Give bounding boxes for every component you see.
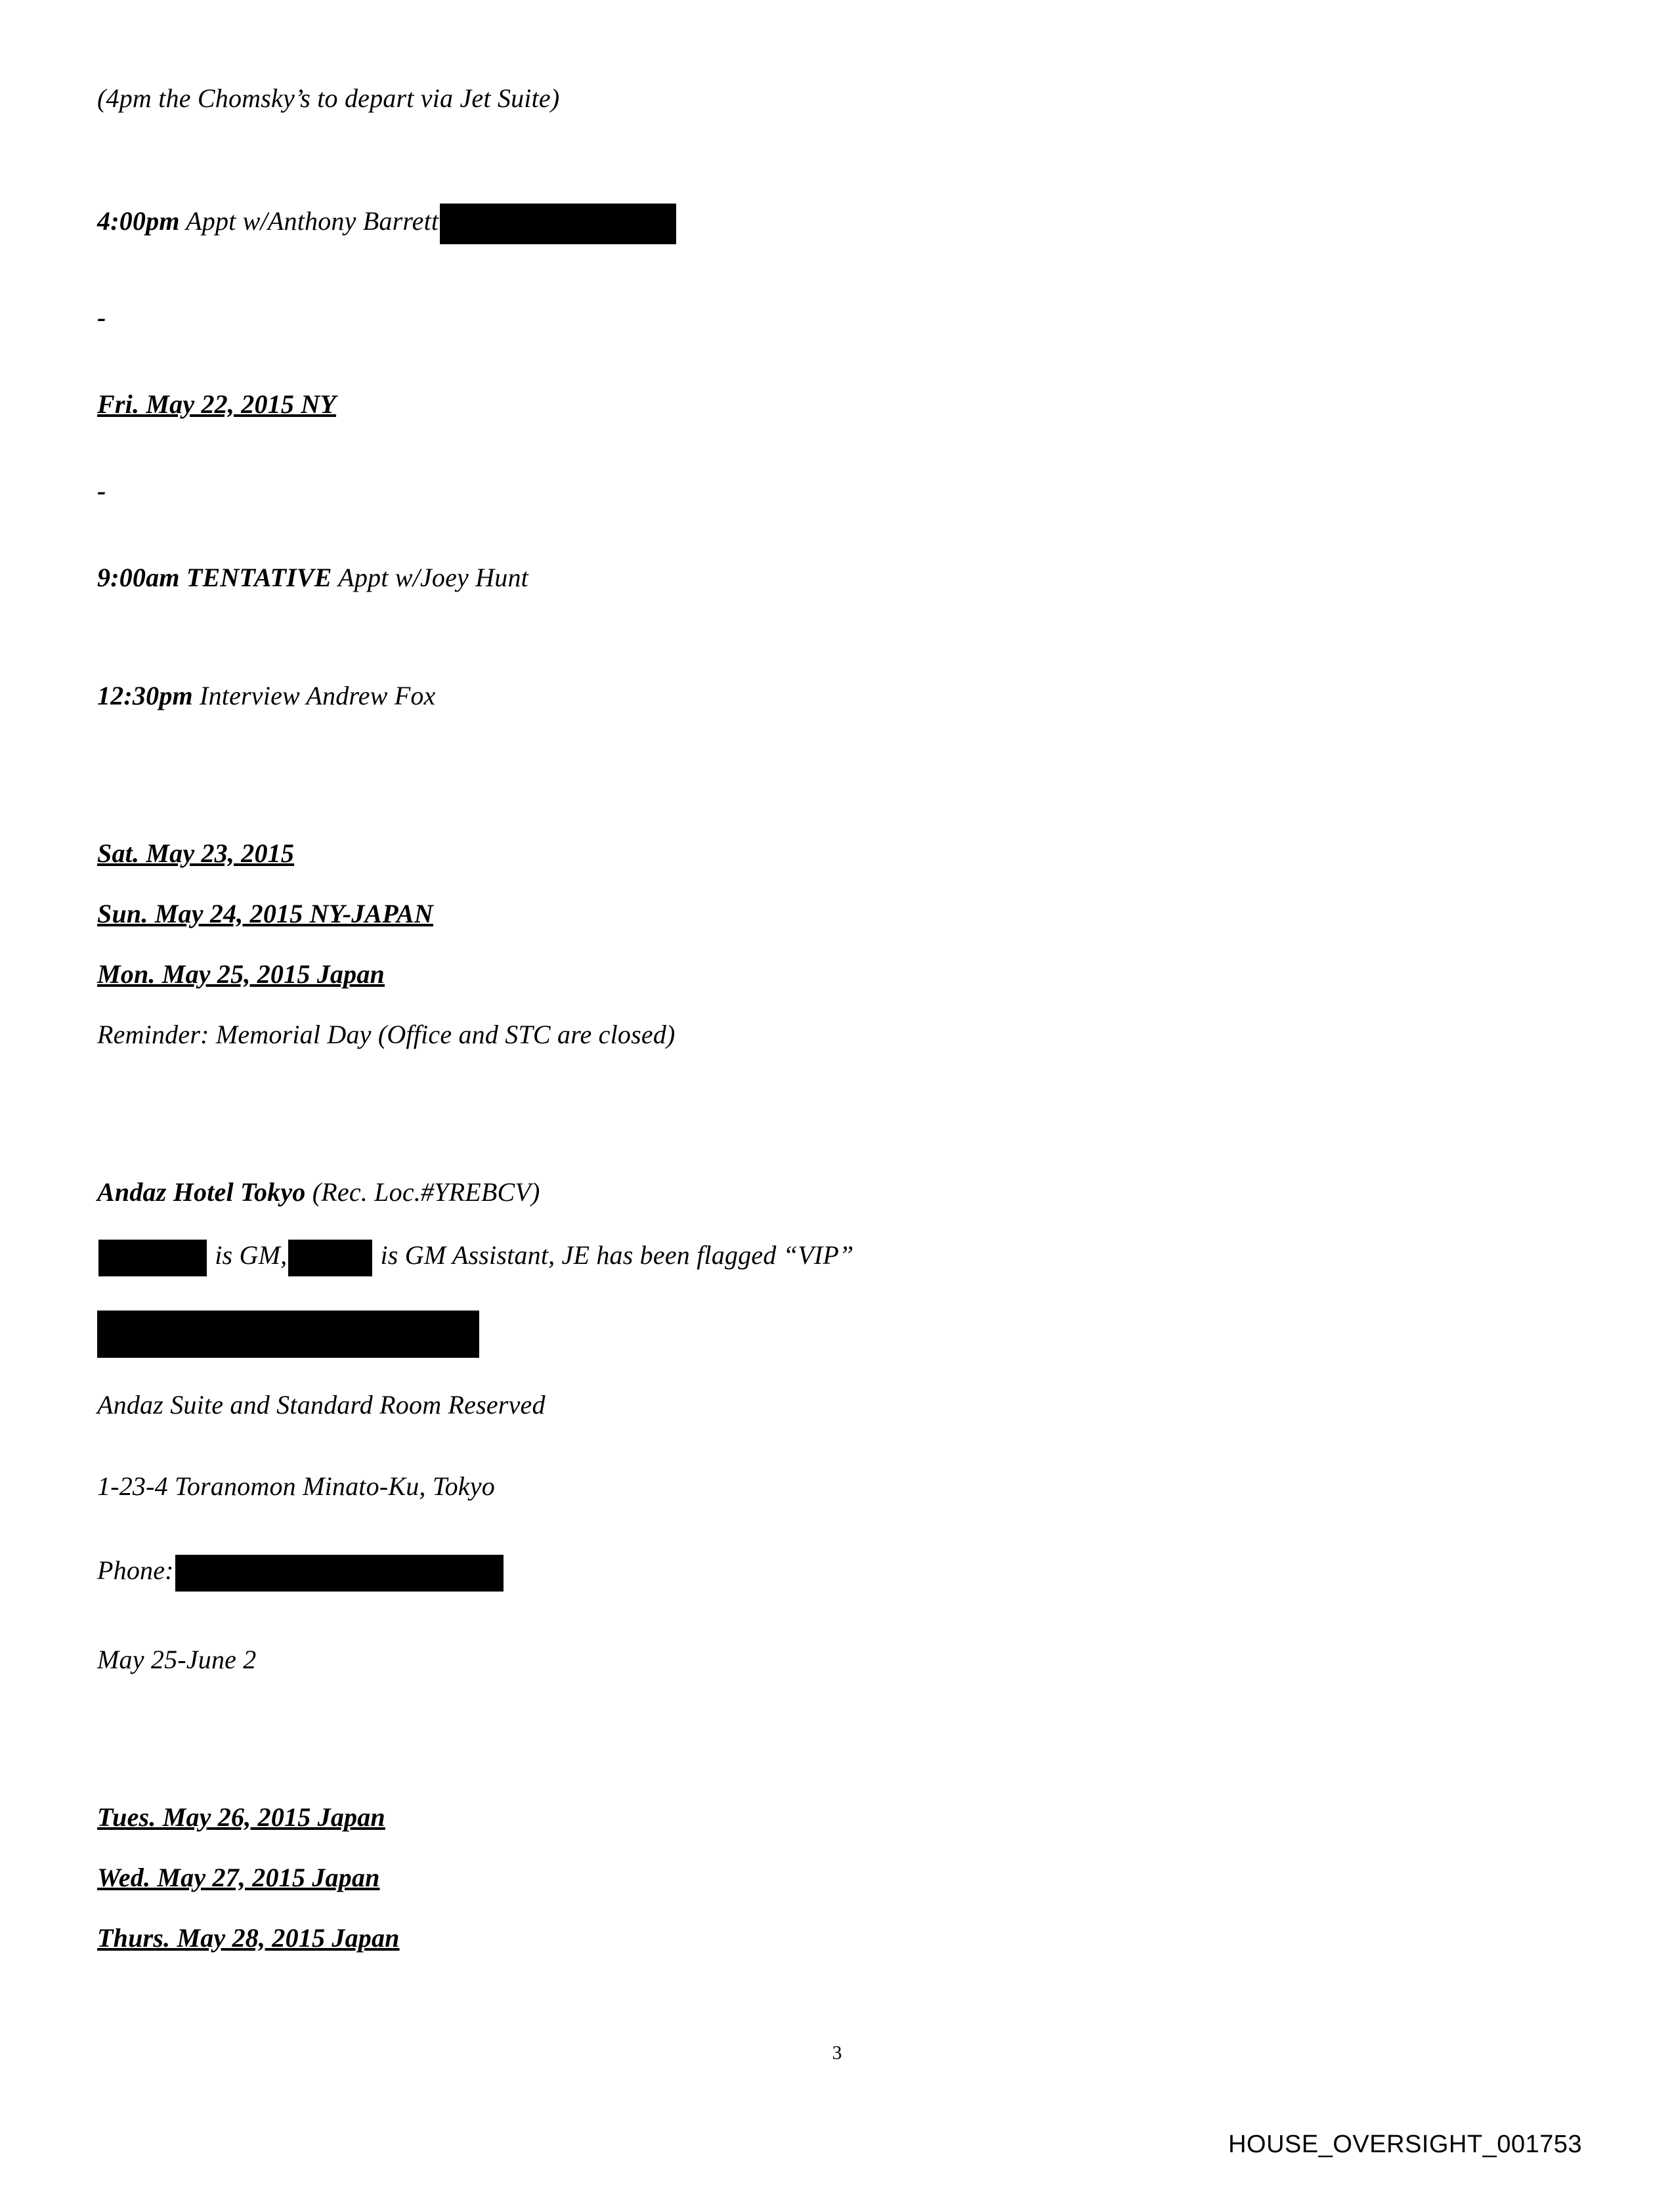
heading-mon-may-25: Mon. May 25, 2015 Japan [97, 959, 385, 989]
spacer [97, 1500, 1509, 1555]
appt-time: 9:00am TENTATIVE [97, 563, 332, 592]
line-chomsky-depart: (4pm the Chomsky’s to depart via Jet Suite) [97, 83, 560, 113]
redaction-bar [288, 1240, 372, 1276]
spacer [97, 1765, 1509, 1804]
redaction-block [97, 1311, 479, 1358]
spacer [97, 1358, 1509, 1392]
gm-text-1: is GM, [208, 1240, 288, 1270]
gm-text-2: is GM Assistant, JE has been flagged “VIP” [374, 1240, 854, 1270]
appt-text: Interview Andrew Fox [192, 681, 436, 710]
redaction-bar [98, 1240, 207, 1276]
spacer [97, 1276, 1509, 1311]
line-rooms-reserved: Andaz Suite and Standard Room Reserved [97, 1390, 546, 1420]
appt-time: 12:30pm [97, 681, 193, 710]
line-hotel-address: 1-23-4 Toranomon Minato-Ku, Tokyo [97, 1471, 495, 1501]
line-date-range: May 25-June 2 [97, 1645, 257, 1674]
redaction-bar [175, 1555, 504, 1592]
hotel-rec-loc: (Rec. Loc.#YREBCV) [305, 1177, 540, 1207]
spacer [97, 591, 1509, 683]
spacer [97, 709, 1509, 801]
spacer [97, 244, 1509, 278]
heading-thurs-may-28: Thurs. May 28, 2015 Japan [97, 1923, 400, 1953]
line-appt-barrett [97, 204, 1509, 244]
spacer [97, 1205, 1509, 1240]
spacer [97, 1831, 1509, 1865]
heading-fri-may-22: Fri. May 22, 2015 NY [97, 389, 336, 419]
spacer [97, 987, 1509, 1022]
line-memorial-reminder: Reminder: Memorial Day (Office and STC are closed) [97, 1020, 676, 1049]
spacer [97, 112, 1509, 204]
line-appt-joey-hunt [97, 565, 1509, 591]
heading-sun-may-24: Sun. May 24, 2015 NY-JAPAN [97, 899, 433, 928]
document-body [97, 85, 1509, 1951]
redaction-bar [440, 204, 676, 244]
appt-text: Appt w/Anthony Barrett [179, 206, 439, 236]
spacer [97, 418, 1509, 452]
bates-stamp: HOUSE_OVERSIGHT_001753 [1228, 2131, 1582, 2158]
line-gm-info [97, 1240, 1509, 1276]
spacer [97, 1418, 1509, 1473]
spacer [97, 867, 1509, 901]
line-dash-1: - [97, 303, 106, 332]
spacer [97, 357, 1509, 391]
appt-time: 4:00pm [97, 206, 180, 236]
phone-label: Phone: [97, 1555, 174, 1586]
spacer [97, 1048, 1509, 1140]
line-interview-andrew-fox [97, 683, 1509, 709]
spacer [97, 1891, 1509, 1925]
spacer [97, 531, 1509, 565]
spacer [97, 927, 1509, 961]
appt-text: Appt w/Joey Hunt [332, 563, 528, 592]
heading-wed-may-27: Wed. May 27, 2015 Japan [97, 1863, 380, 1892]
line-hotel-name [97, 1179, 1509, 1205]
spacer [97, 801, 1509, 840]
page-number: 3 [832, 2042, 842, 2064]
line-dash-2: - [97, 476, 106, 506]
heading-sat-may-23: Sat. May 23, 2015 [97, 838, 295, 868]
spacer [97, 1673, 1509, 1765]
spacer [97, 1140, 1509, 1179]
heading-tues-may-26: Tues. May 26, 2015 Japan [97, 1802, 385, 1832]
line-hotel-phone [97, 1555, 1509, 1592]
spacer [97, 1592, 1509, 1647]
hotel-name: Andaz Hotel Tokyo [97, 1177, 306, 1207]
